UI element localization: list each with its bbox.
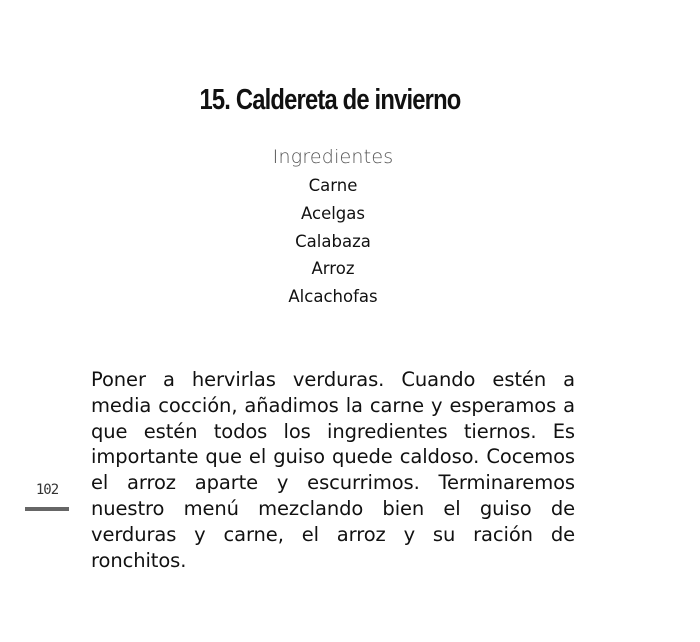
ingredient-item: Acelgas	[301, 203, 365, 223]
ingredient-item: Carne	[308, 176, 358, 195]
ingredients-section	[233, 142, 433, 311]
ingredients-heading: Ingredientes	[272, 146, 394, 168]
ingredient-item: Alcachofas	[288, 287, 378, 307]
ingredient-item: Calabaza	[295, 231, 371, 251]
ingredients-list	[233, 172, 433, 311]
ingredient-item: Arroz	[311, 259, 355, 279]
page-number-bar	[25, 507, 69, 511]
recipe-instructions: Poner a hervirlas verduras. Cuando estén a media cocción, añadimos la carne y esperamos a que estén todos los ingredientes tiernos. Es importante que el guiso quede caldoso. Cocemos el arroz aparte y escurrimos. Terminaremos nuestro menú mezclando bien el guiso de verduras y carne, el arroz y su ración de ronchitos.	[91, 368, 575, 572]
page-number: 102	[35, 482, 59, 498]
recipe-title: 15. Caldereta de invierno	[199, 84, 461, 116]
